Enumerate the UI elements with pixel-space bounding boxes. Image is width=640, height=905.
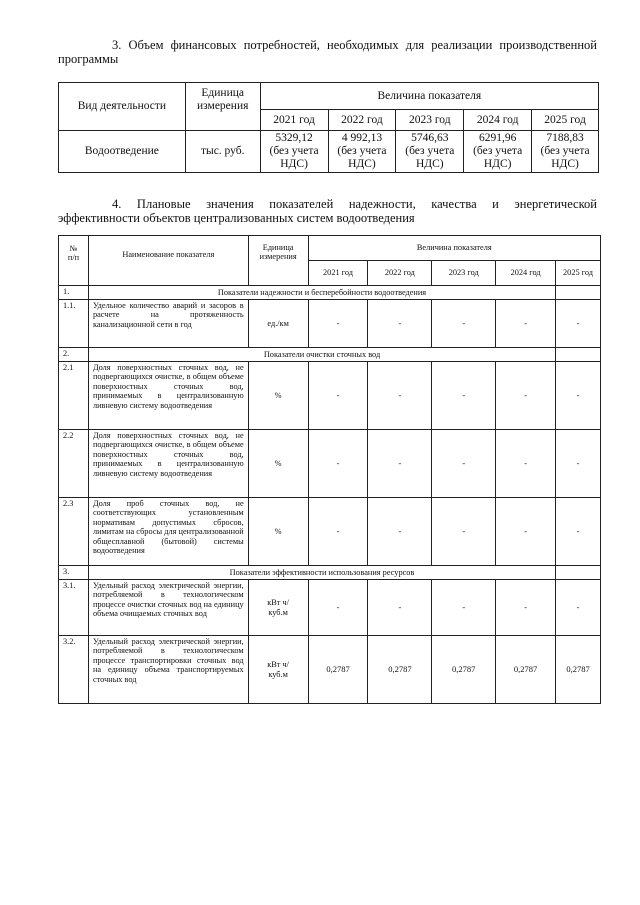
value-cell: -: [368, 580, 432, 636]
unit-cell: %: [248, 362, 308, 430]
year-header: 2022 год: [328, 110, 396, 131]
unit-line: куб.м: [268, 607, 288, 617]
indicators-table: [58, 235, 601, 704]
value-cell: -: [432, 300, 496, 348]
value-cell: [464, 131, 532, 173]
section-3-heading-line1: 3. Объем финансовых потребностей, необходимых для реализации производственной: [112, 38, 597, 52]
value-note: (без учета: [473, 145, 523, 157]
year-header: 2021 год: [260, 110, 328, 131]
value-cell: -: [432, 430, 496, 498]
value-note: (без учета: [405, 145, 455, 157]
header-num-line: №: [69, 244, 78, 253]
value-cell: [532, 131, 599, 173]
value-note: НДС): [280, 158, 308, 170]
unit-line: куб.м: [268, 669, 288, 679]
header-unit-line: измерения: [259, 252, 297, 262]
section-number: 3.: [59, 566, 89, 580]
section-4-heading-line2: эффективности объектов централизованных систем водоотведения: [58, 211, 415, 225]
value-cell: -: [308, 430, 368, 498]
value-cell: 0,2787: [368, 636, 432, 704]
value-cell: -: [368, 498, 432, 566]
unit-cell: %: [248, 498, 308, 566]
year-header: 2021 год: [308, 261, 368, 286]
value-cell: -: [432, 498, 496, 566]
section-number: 1.: [59, 286, 89, 300]
value-cell: 0,2787: [308, 636, 368, 704]
unit-cell: ед./км: [248, 300, 308, 348]
header-activity: Вид деятельности: [59, 83, 186, 131]
unit-cell: [248, 580, 308, 636]
value-cell: -: [556, 580, 601, 636]
value-amount: 4 992,13: [341, 132, 383, 144]
year-header: 2023 год: [432, 261, 496, 286]
row-number: 3.2.: [59, 636, 89, 704]
value-note: НДС): [483, 158, 512, 170]
year-header: 2024 год: [464, 110, 532, 131]
value-cell: -: [496, 362, 556, 430]
unit-cell: %: [248, 430, 308, 498]
value-cell: -: [496, 430, 556, 498]
value-cell: [396, 131, 464, 173]
value-note: НДС): [348, 158, 376, 170]
value-note: (без учета: [337, 145, 387, 157]
section-3-heading-line2: программы: [58, 52, 119, 66]
header-unit-line: Единица: [262, 243, 294, 252]
empty-cell: [556, 348, 601, 362]
value-cell: -: [432, 580, 496, 636]
unit-line: кВт ч/: [267, 598, 289, 608]
row-number: 2.2: [59, 430, 89, 498]
financial-needs-table: [58, 82, 599, 173]
value-cell: -: [308, 362, 368, 430]
section-3-heading: [58, 38, 597, 66]
row-number: 2.1: [59, 362, 89, 430]
empty-cell: [556, 286, 601, 300]
unit-cell: тыс. руб.: [185, 131, 260, 173]
value-amount: 6291,96: [478, 132, 517, 144]
value-cell: 0,2787: [556, 636, 601, 704]
value-cell: -: [368, 362, 432, 430]
empty-cell: [556, 566, 601, 580]
header-value: Величина показателя: [308, 236, 600, 261]
header-unit: Единица измерения: [185, 83, 260, 131]
indicator-name: Доля поверхностных сточных вод, не подвергающихся очистке, в общем объеме поверхностных сточных вод, принимаемых в централизованную ливневую систему водоотведения: [88, 430, 248, 498]
header-num: [59, 236, 89, 286]
header-name: Наименование показателя: [88, 236, 248, 286]
section-title: Показатели очистки сточных вод: [88, 348, 555, 362]
year-header: 2025 год: [556, 261, 601, 286]
section-title: Показатели эффективности использования ресурсов: [88, 566, 555, 580]
value-cell: [260, 131, 328, 173]
value-cell: 0,2787: [432, 636, 496, 704]
value-cell: -: [556, 362, 601, 430]
indicator-name: Удельное количество аварий и засоров в расчете на протяженность канализационной сети в год: [88, 300, 248, 348]
section-4-heading: [58, 197, 597, 225]
header-num-line: п/п: [67, 253, 80, 263]
section-title: Показатели надежности и бесперебойности водоотведения: [88, 286, 555, 300]
indicator-name: Доля поверхностных сточных вод, не подвергающихся очистке, в общем объеме поверхностных сточных вод, принимаемых в централизованную ливневую систему водоотведения: [88, 362, 248, 430]
indicator-name: Удельный расход электрической энергии, потребляемой в технологическом процессе очистки сточных вод на единицу объема очищаемых сточных вод: [88, 580, 248, 636]
value-cell: -: [308, 580, 368, 636]
value-cell: -: [496, 300, 556, 348]
value-note: НДС): [415, 158, 444, 170]
value-note: (без учета: [269, 145, 319, 157]
indicator-name: Доля проб сточных вод, не соответствующих установленным нормативам допустимых сбросов, лимитам на сбросы для централизованной общесплавной (бытовой) системы водоотведения: [88, 498, 248, 566]
row-number: 1.1.: [59, 300, 89, 348]
activity-cell: Водоотведение: [59, 131, 186, 173]
value-cell: -: [556, 430, 601, 498]
header-unit: [248, 236, 308, 286]
value-cell: -: [368, 300, 432, 348]
value-cell: -: [496, 580, 556, 636]
value-cell: 0,2787: [496, 636, 556, 704]
value-cell: -: [368, 430, 432, 498]
value-note: НДС): [551, 158, 579, 170]
value-amount: 7188,83: [546, 132, 584, 144]
unit-line: кВт ч/: [267, 660, 289, 670]
header-value: Величина показателя: [260, 83, 598, 110]
value-cell: [328, 131, 396, 173]
value-cell: -: [556, 300, 601, 348]
year-header: 2024 год: [496, 261, 556, 286]
value-note: (без учета: [540, 145, 590, 157]
value-cell: -: [308, 498, 368, 566]
row-number: 3.1.: [59, 580, 89, 636]
section-4-heading-line1: 4. Плановые значения показателей надежности, качества и энергетической: [112, 197, 597, 211]
row-number: 2.3: [59, 498, 89, 566]
value-amount: 5329,12: [275, 132, 313, 144]
year-header: 2022 год: [368, 261, 432, 286]
value-cell: -: [556, 498, 601, 566]
value-amount: 5746,63: [411, 132, 449, 144]
year-header: 2025 год: [532, 110, 599, 131]
value-cell: -: [308, 300, 368, 348]
section-number: 2.: [59, 348, 89, 362]
indicator-name: Удельный расход электрической энергии, потребляемой в технологическом процессе транспортировки сточных вод на единицу объема транспортируемых сточных вод: [88, 636, 248, 704]
unit-cell: [248, 636, 308, 704]
year-header: 2023 год: [396, 110, 464, 131]
value-cell: -: [496, 498, 556, 566]
value-cell: -: [432, 362, 496, 430]
